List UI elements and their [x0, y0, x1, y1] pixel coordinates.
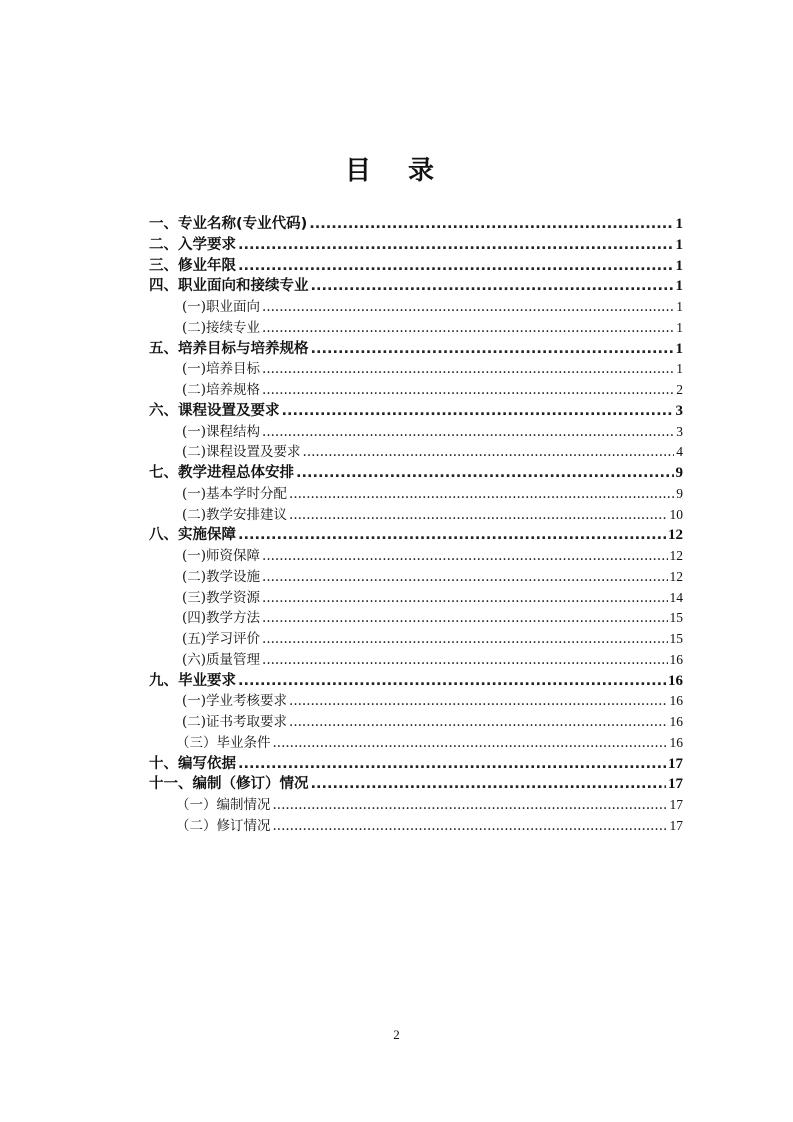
toc-entry-label: 一、专业名称(专业代码): [149, 216, 308, 232]
toc-entry-label: (一)师资保障: [182, 548, 261, 564]
toc-entry[interactable]: [149, 256, 683, 277]
toc-entry[interactable]: [149, 712, 683, 733]
dot-leader: [289, 484, 674, 505]
toc-entry[interactable]: [149, 463, 683, 484]
dot-leader: [262, 380, 674, 401]
toc-entry-label: 六、课程设置及要求: [149, 402, 280, 419]
toc-entry-page: 4: [676, 444, 683, 460]
toc-entry[interactable]: [149, 505, 683, 526]
toc-entry[interactable]: [149, 214, 683, 235]
toc-entry-page: 3: [676, 423, 683, 439]
dot-leader: [238, 754, 666, 775]
toc-entry-label: (六)质量管理: [182, 651, 261, 668]
toc-entry-label: (一)学业考核要求: [182, 693, 288, 710]
toc-entry[interactable]: [149, 567, 683, 588]
toc-entry-label: （二）修订情况: [176, 817, 271, 834]
page-number: 2: [393, 1027, 400, 1042]
toc-entry-label: (二)培养规格: [182, 382, 261, 398]
toc-entry[interactable]: [149, 691, 683, 712]
dot-leader: [262, 608, 667, 629]
dot-leader: [238, 525, 666, 546]
toc-entry-label: 三、修业年限: [149, 257, 236, 274]
toc-entry-page: 16: [668, 672, 683, 689]
dot-leader: [238, 671, 666, 692]
dot-leader: [289, 712, 667, 733]
toc-entry-page: 12: [669, 548, 683, 563]
toc-entry[interactable]: [149, 525, 683, 546]
dot-leader: [238, 235, 674, 256]
toc-entry-label: 四、职业面向和接续专业: [149, 278, 309, 295]
toc-entry-label: (五)学习评价: [182, 631, 261, 647]
dot-leader: [262, 422, 674, 443]
toc-entry-page: 12: [668, 527, 683, 544]
dot-leader: [273, 733, 668, 754]
toc-entry-label: (二)教学设施: [182, 568, 261, 585]
toc-entry-page: 14: [669, 589, 683, 605]
toc-entry[interactable]: [149, 442, 683, 463]
toc-entry-label: (一)基本学时分配: [182, 485, 288, 502]
dot-leader: [311, 276, 674, 297]
dot-leader: [262, 297, 674, 318]
toc-entry[interactable]: [149, 235, 683, 256]
page-title: 目 录: [344, 156, 449, 186]
toc-entry-page: 1: [675, 340, 683, 357]
toc-entry-page: 3: [675, 402, 683, 419]
toc-entry-label: (一)职业面向: [182, 299, 261, 315]
toc-entry-page: 16: [669, 734, 683, 750]
dot-leader: [262, 588, 667, 609]
toc-entry[interactable]: [149, 795, 683, 816]
dot-leader: [262, 650, 667, 671]
toc-entry-page: 1: [675, 236, 683, 253]
toc-entry[interactable]: [149, 380, 683, 401]
toc-entry[interactable]: [149, 297, 683, 318]
toc-entry[interactable]: [149, 588, 683, 609]
toc-entry[interactable]: [149, 671, 683, 692]
toc-entry-page: 17: [669, 797, 683, 812]
toc-entry[interactable]: [149, 816, 683, 837]
toc-entry[interactable]: [149, 339, 683, 360]
toc-entry-page: 1: [676, 361, 683, 377]
toc-entry-page: 1: [675, 216, 683, 232]
toc-entry[interactable]: [149, 754, 683, 775]
toc-entry[interactable]: [149, 422, 683, 443]
dot-leader: [262, 359, 674, 380]
toc-entry-label: (一)培养目标: [182, 361, 261, 378]
toc-entry-label: (三)教学资源: [182, 589, 261, 606]
toc-entry-page: 17: [668, 776, 683, 793]
toc-entry-label: （一）编制情况: [176, 797, 271, 813]
dot-leader: [311, 774, 667, 795]
toc-entry[interactable]: [149, 401, 683, 422]
table-of-contents: [149, 214, 683, 837]
dot-leader: [262, 318, 674, 339]
toc-entry-label: (四)教学方法: [182, 610, 261, 627]
toc-entry-label: 八、实施保障: [149, 527, 236, 544]
toc-entry-page: 16: [669, 693, 683, 709]
toc-entry-label: 七、教学进程总体安排: [149, 465, 294, 481]
dot-leader: [303, 442, 675, 463]
dot-leader: [273, 816, 668, 837]
toc-entry-page: 9: [675, 465, 683, 481]
toc-entry-label: (二)课程设置及要求: [182, 444, 301, 461]
toc-entry[interactable]: [149, 484, 683, 505]
toc-entry[interactable]: [149, 546, 683, 567]
toc-entry-page: 17: [668, 755, 683, 772]
toc-entry-page: 1: [676, 319, 683, 335]
toc-entry-label: 九、毕业要求: [149, 672, 236, 689]
toc-entry-label: (一)课程结构: [182, 423, 261, 440]
toc-entry[interactable]: [149, 629, 683, 650]
toc-entry-label: 十、编写依据: [149, 755, 236, 772]
toc-entry[interactable]: [149, 608, 683, 629]
toc-entry[interactable]: [149, 318, 683, 339]
dot-leader: [289, 505, 667, 526]
toc-entry[interactable]: [149, 650, 683, 671]
toc-entry-page: 1: [675, 278, 683, 295]
toc-entry-page: 15: [669, 610, 683, 626]
toc-entry-page: 16: [669, 714, 683, 729]
dot-leader: [238, 256, 674, 277]
toc-entry[interactable]: [149, 359, 683, 380]
toc-entry-label: 二、入学要求: [149, 236, 236, 253]
toc-entry-page: 10: [669, 506, 683, 522]
dot-leader: [262, 567, 667, 588]
dot-leader: [273, 795, 668, 816]
toc-entry-label: 十一、编制（修订）情况: [149, 776, 309, 793]
toc-entry-page: 1: [676, 299, 683, 314]
toc-entry[interactable]: [149, 774, 683, 795]
dot-leader: [289, 691, 667, 712]
toc-entry-label: 五、培养目标与培养规格: [149, 340, 309, 357]
toc-entry-page: 2: [676, 382, 683, 397]
toc-entry-label: (二)证书考取要求: [182, 714, 288, 730]
toc-entry-page: 1: [675, 257, 683, 274]
dot-leader: [311, 339, 674, 360]
dot-leader: [282, 401, 674, 422]
dot-leader: [262, 546, 667, 567]
toc-entry-page: 9: [676, 485, 683, 501]
toc-entry-page: 15: [669, 631, 683, 646]
dot-leader: [309, 214, 673, 235]
toc-entry[interactable]: [149, 276, 683, 297]
toc-entry-page: 16: [669, 651, 683, 667]
toc-entry-label: （三）毕业条件: [176, 734, 271, 751]
toc-entry-page: 17: [669, 817, 683, 833]
toc-entry-label: (二)教学安排建议: [182, 506, 288, 523]
toc-entry[interactable]: [149, 733, 683, 754]
toc-entry-label: (二)接续专业: [182, 319, 261, 336]
dot-leader: [296, 463, 674, 484]
dot-leader: [262, 629, 667, 650]
toc-entry-page: 12: [669, 568, 683, 584]
